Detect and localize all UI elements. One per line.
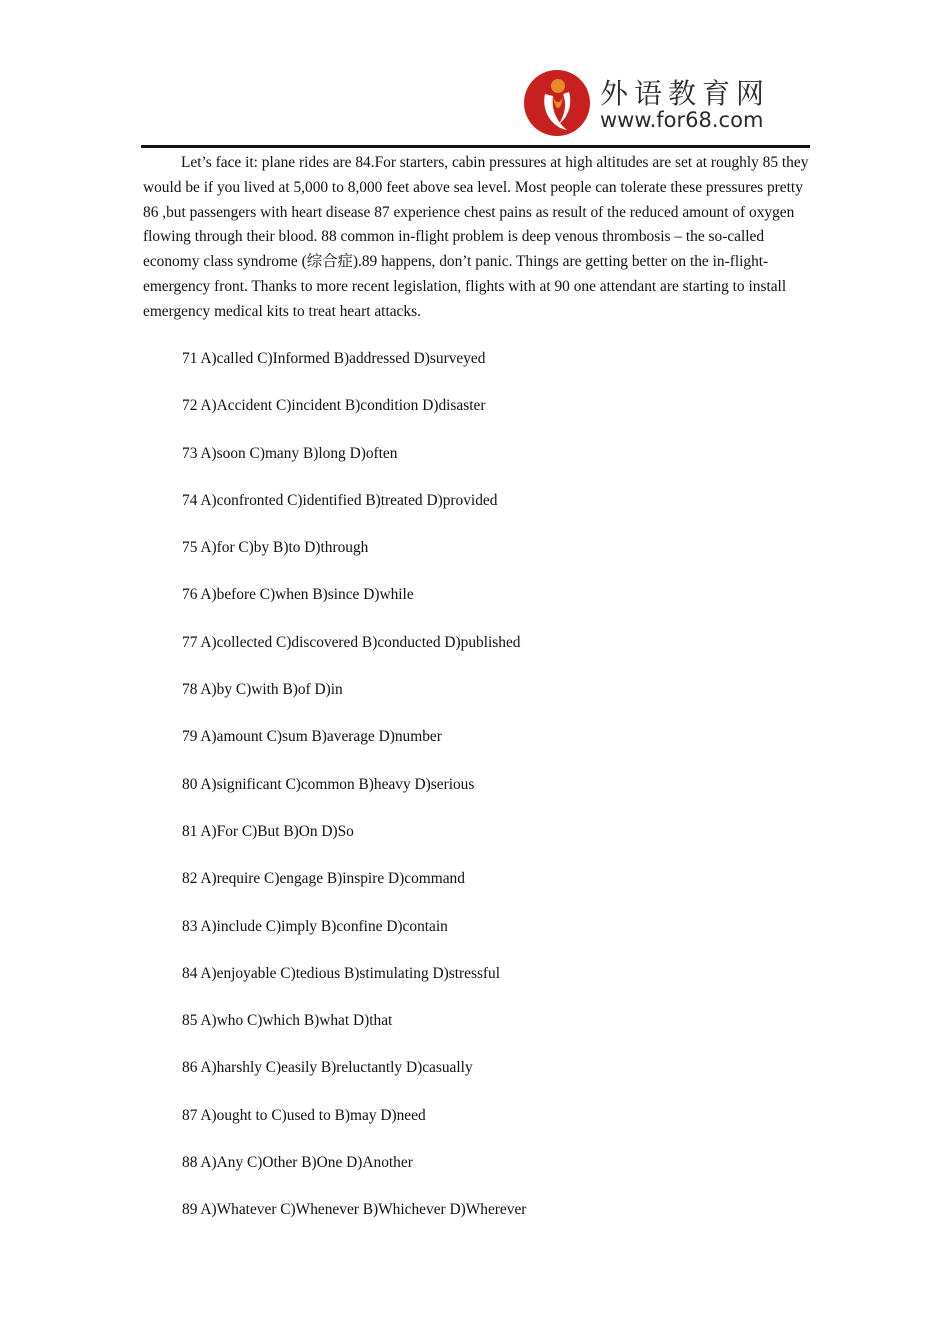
question-item: 83 A)include C)imply B)confine D)contain — [182, 917, 448, 935]
question-item: 74 A)confronted C)identified B)treated D)provided — [182, 491, 498, 509]
question-item: 79 A)amount C)sum B)average D)number — [182, 728, 442, 746]
site-header — [520, 66, 810, 142]
question-item: 82 A)require C)engage B)inspire D)command — [182, 870, 465, 888]
question-item: 84 A)enjoyable C)tedious B)stimulating D)stressful — [182, 964, 501, 982]
site-logo-icon — [523, 68, 591, 138]
site-url: www.for68.com — [600, 108, 764, 132]
question-item: 77 A)collected C)discovered B)conducted D)published — [182, 633, 521, 651]
question-item: 72 A)Accident C)incident B)condition D)disaster — [182, 397, 486, 415]
question-item: 89 A)Whatever C)Whenever B)Whichever D)Wherever — [182, 1201, 527, 1219]
question-item: 71 A)called C)Informed B)addressed D)surveyed — [182, 350, 486, 367]
question-item: 80 A)significant C)common B)heavy D)serious — [182, 775, 475, 793]
question-item: 86 A)harshly C)easily B)reluctantly D)casually — [182, 1059, 473, 1077]
question-item: 88 A)Any C)Other B)One D)Another — [182, 1154, 413, 1172]
header-divider — [141, 145, 810, 148]
question-item: 85 A)who C)which B)what D)that — [182, 1012, 393, 1030]
question-item: 76 A)before C)when B)since D)while — [182, 586, 414, 604]
question-item: 87 A)ought to C)used to B)may D)need — [182, 1106, 426, 1124]
question-item: 75 A)for C)by B)to D)through — [182, 539, 369, 557]
question-item: 81 A)For C)But B)On D)So — [182, 822, 354, 840]
question-list — [182, 347, 526, 1246]
question-item: 73 A)soon C)many B)long D)often — [182, 444, 398, 462]
cloze-passage: Let’s face it: plane rides are 84.For starters, cabin pressures at high altitudes are set at roughly 85 they would be if you lived at 5,000 to 8,000 feet above sea level. Most people can tolerate these pressures pretty 86 ,but passengers with heart disease 87 experience chest pains as result of the reduced amount of oxygen flowing through their blood. 88 common in-flight problem is deep venous thrombosis – the so-called economy class syndrome (综合症).89 happens, don’t panic. Things are getting better on the in-flight-emergency front. Thanks to more recent legislation, flights with at 90 one attendant are starting to install emergency medical kits to treat heart attacks. — [143, 154, 809, 320]
question-item: 78 A)by C)with B)of D)in — [182, 681, 343, 699]
site-name-cn: 外语教育网 — [600, 77, 771, 110]
